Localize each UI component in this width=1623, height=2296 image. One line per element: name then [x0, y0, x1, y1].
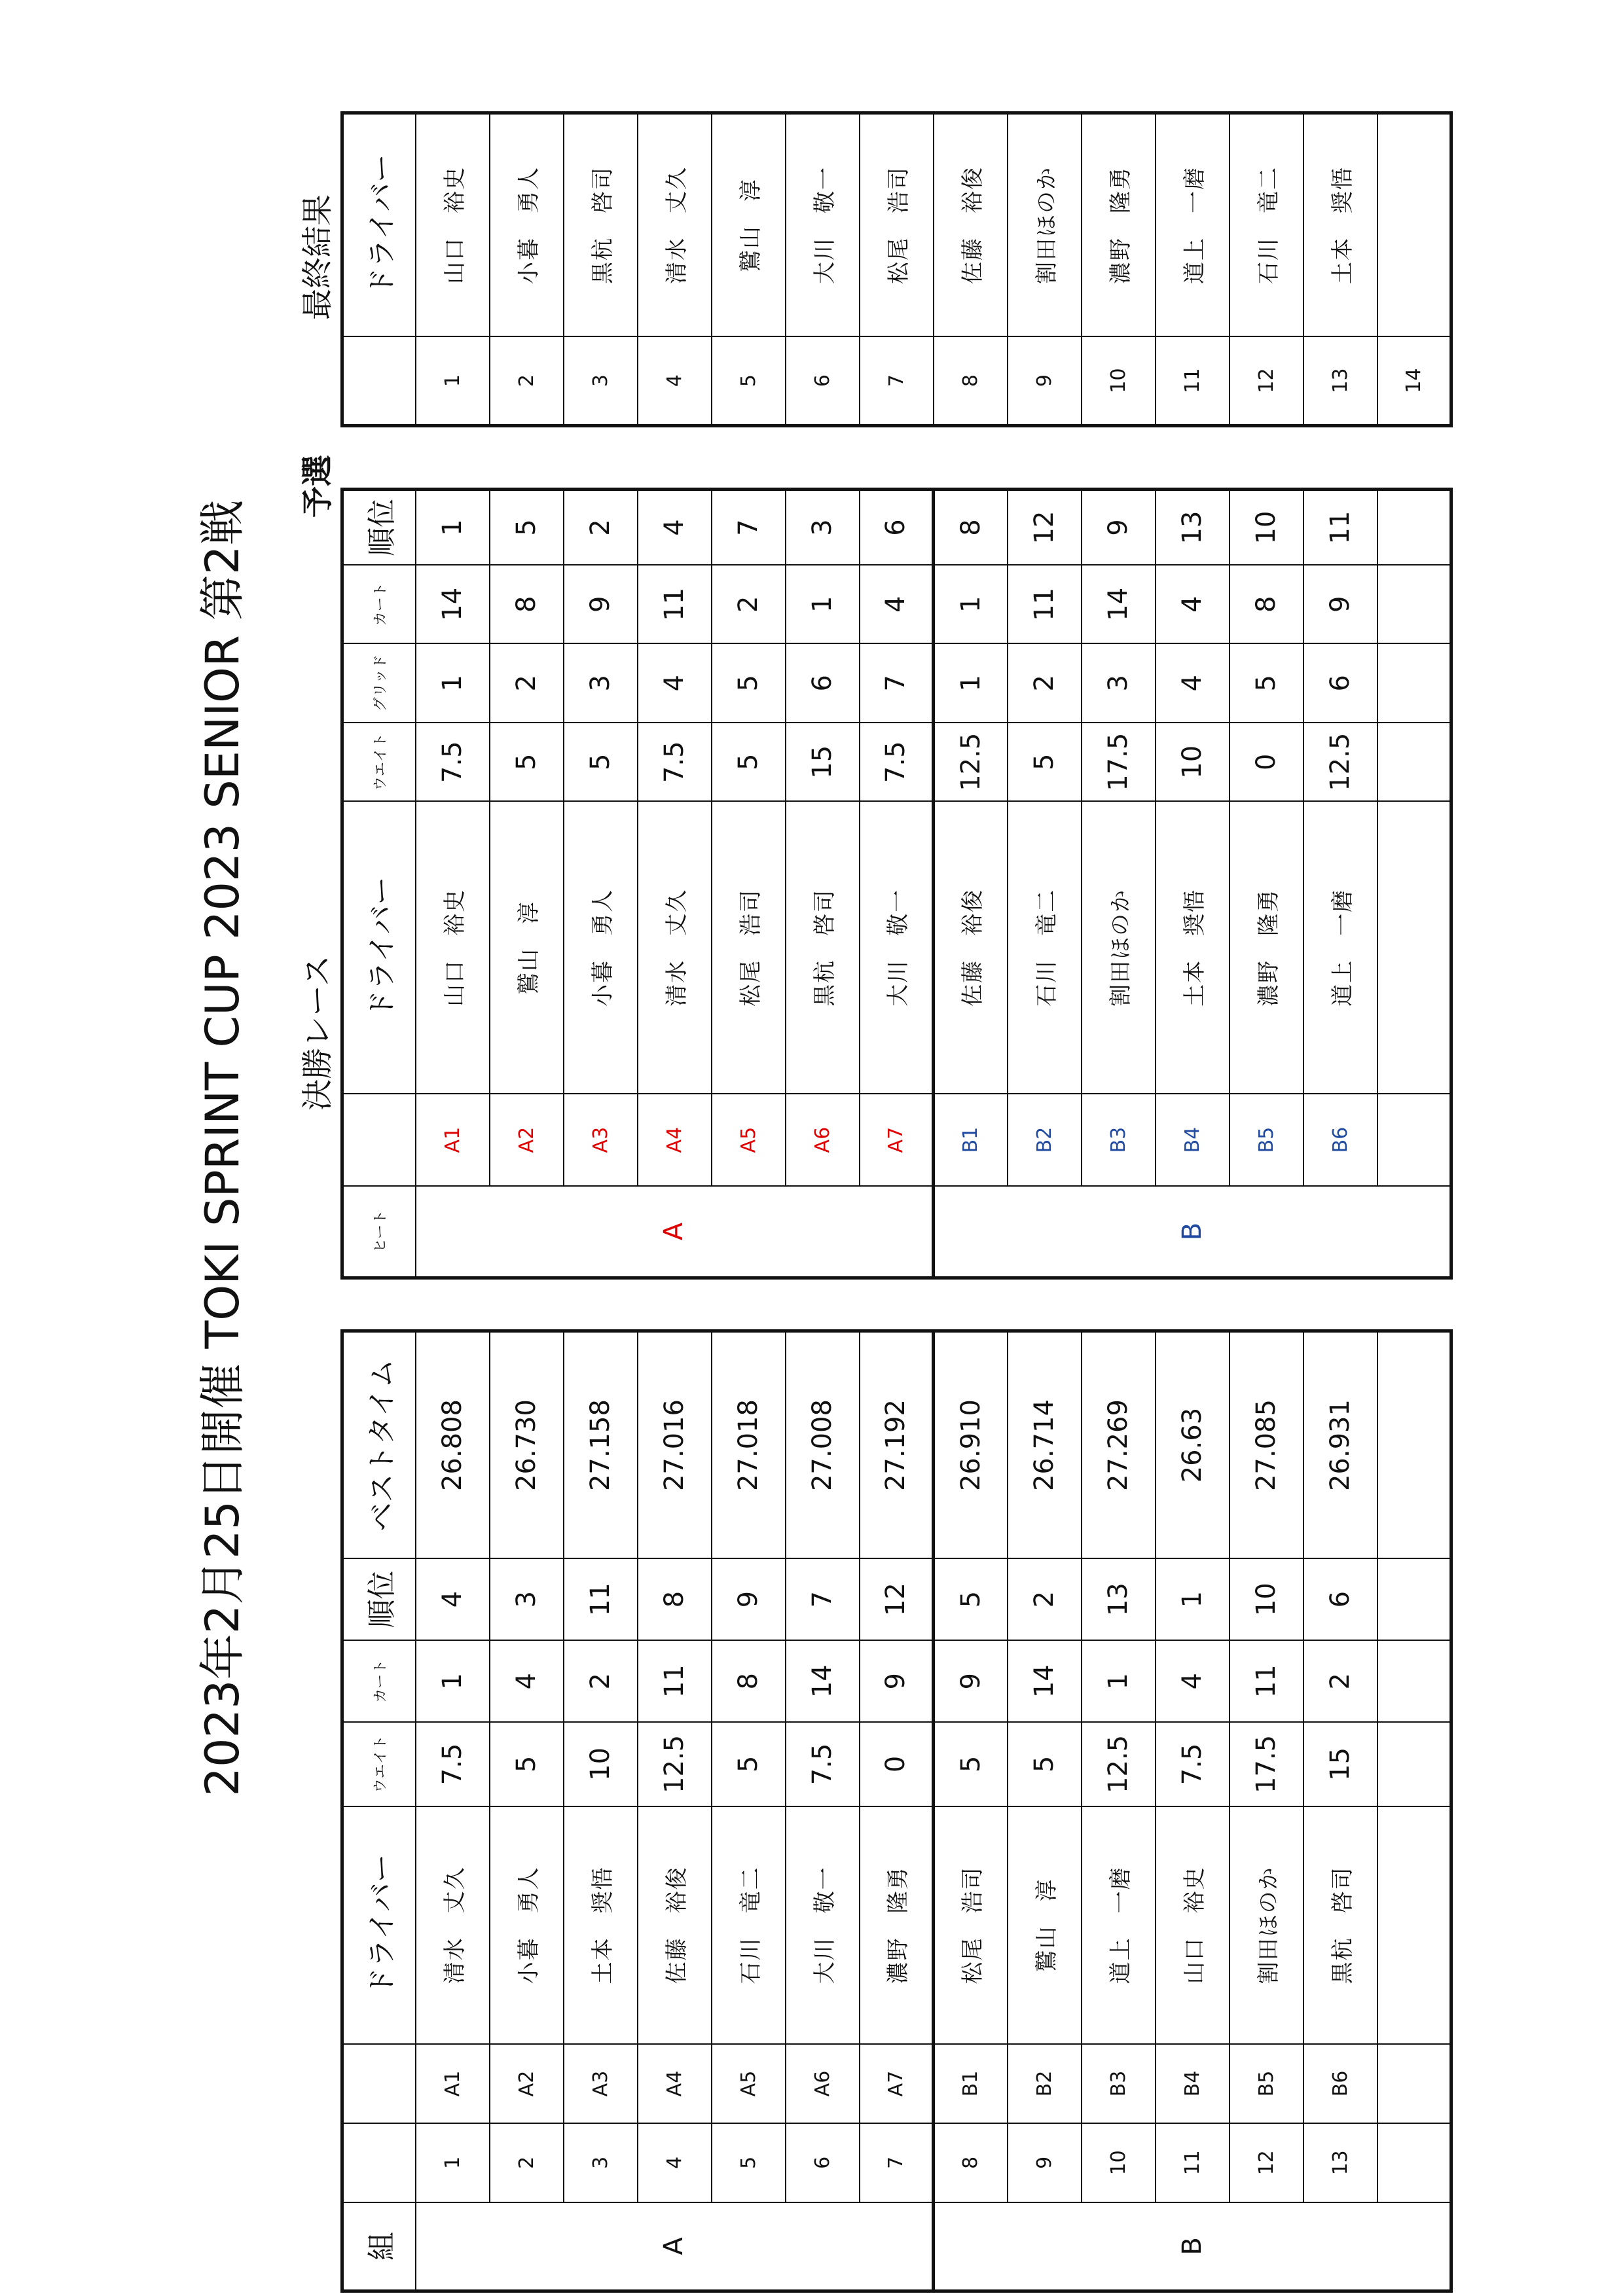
weight: 17.5	[1230, 1722, 1304, 1806]
table-row	[1304, 1331, 1377, 2291]
header-driver: ドライバー	[342, 1806, 416, 2045]
driver-name	[1377, 113, 1451, 337]
grid: 5	[712, 644, 786, 723]
table-row	[638, 490, 712, 1278]
kart: 11	[638, 565, 712, 644]
start-code: B3	[1082, 1094, 1156, 1186]
header-weight: ウエイト	[342, 723, 416, 802]
position: 1	[416, 336, 490, 425]
grid: 5	[1230, 644, 1304, 723]
table-row	[1082, 490, 1156, 1278]
driver-name: 小暮 勇人	[490, 1806, 564, 2045]
start-code: A5	[712, 1094, 786, 1186]
weight: 5	[712, 1722, 786, 1806]
driver-code: A4	[638, 2044, 712, 2123]
qualifying-table	[340, 1329, 1453, 2293]
best-time: 27.016	[638, 1331, 712, 1559]
grid: 6	[1304, 644, 1377, 723]
driver-name: 鷲山 淳	[712, 113, 786, 337]
table-row	[564, 490, 638, 1278]
driver-name: 濃野 隆勇	[860, 1806, 934, 2045]
rank: 5	[490, 490, 564, 565]
kart: 11	[1230, 1640, 1304, 1722]
best-time: 26.931	[1304, 1331, 1377, 1559]
table-row	[712, 1331, 786, 2291]
weight: 0	[860, 1722, 934, 1806]
driver-code: B2	[1008, 2044, 1082, 2123]
start-code: B2	[1008, 1094, 1082, 1186]
weight: 5	[712, 723, 786, 802]
table-row	[564, 1331, 638, 2291]
table-row	[638, 1331, 712, 2291]
rank: 6	[1304, 1558, 1377, 1640]
driver-name: 鷲山 淳	[1008, 1806, 1082, 2045]
header-code	[342, 1094, 416, 1186]
driver-name: 松尾 浩司	[934, 1806, 1008, 2045]
rank: 8	[934, 490, 1008, 565]
table-row	[712, 113, 786, 426]
header-rank: 順位	[342, 1558, 416, 1640]
best-time: 27.018	[712, 1331, 786, 1559]
header-heat: ヒート	[342, 1186, 416, 1278]
best-time: 27.192	[860, 1331, 934, 1559]
table-row	[1230, 490, 1304, 1278]
kart	[1377, 1640, 1451, 1722]
position: 13	[1304, 336, 1377, 425]
table-row	[1082, 1331, 1156, 2291]
position: 4	[638, 336, 712, 425]
rank: 4	[638, 490, 712, 565]
weight: 10	[564, 1722, 638, 1806]
heat-label: B	[934, 1186, 1451, 1278]
driver-name: 石川 竜二	[712, 1806, 786, 2045]
driver-name: 土本 奨悟	[564, 1806, 638, 2045]
table-row	[860, 113, 934, 426]
kart: 8	[490, 565, 564, 644]
position: 12	[1230, 336, 1304, 425]
driver-code: A3	[564, 2044, 638, 2123]
position: 7	[860, 336, 934, 425]
table-row	[1377, 490, 1451, 1278]
row-number: 10	[1082, 2123, 1156, 2202]
driver-name: 道上 一磨	[1082, 1806, 1156, 2045]
table-row	[1377, 113, 1451, 426]
header-driver: ドライバー	[342, 113, 416, 337]
weight: 5	[934, 1722, 1008, 1806]
grid: 2	[1008, 644, 1082, 723]
kart: 14	[1082, 565, 1156, 644]
table-row	[1156, 113, 1230, 426]
driver-code: B6	[1304, 2044, 1377, 2123]
driver-name: 佐藤 裕俊	[638, 1806, 712, 2045]
driver-name: 松尾 浩司	[712, 802, 786, 1094]
rank: 7	[786, 1558, 860, 1640]
kart: 2	[712, 565, 786, 644]
driver-code: B5	[1230, 2044, 1304, 2123]
rank: 6	[860, 490, 934, 565]
kart	[1377, 565, 1451, 644]
weight: 12.5	[1082, 1722, 1156, 1806]
driver-name: 濃野 隆勇	[1230, 802, 1304, 1094]
position: 10	[1082, 336, 1156, 425]
final-result-title: 最終結果	[299, 194, 336, 321]
driver-code: B4	[1156, 2044, 1230, 2123]
best-time: 26.714	[1008, 1331, 1082, 1559]
table-row	[1008, 113, 1082, 426]
start-code: A7	[860, 1094, 934, 1186]
driver-name: 黒杭 啓司	[564, 113, 638, 337]
rank: 8	[638, 1558, 712, 1640]
driver-name: 割田ほのか	[1082, 802, 1156, 1094]
driver-code: A6	[786, 2044, 860, 2123]
table-row	[786, 113, 860, 426]
rank: 10	[1230, 1558, 1304, 1640]
driver-name: 土本 奨悟	[1304, 113, 1377, 337]
best-time: 26.808	[416, 1331, 490, 1559]
kart: 9	[860, 1640, 934, 1722]
grid: 3	[564, 644, 638, 723]
position: 8	[934, 336, 1008, 425]
table-row	[490, 113, 564, 426]
rank: 9	[1082, 490, 1156, 565]
final-result-table	[340, 111, 1453, 427]
rank: 9	[712, 1558, 786, 1640]
final-race-title: 決勝レース	[299, 955, 336, 1111]
table-row	[1008, 1331, 1082, 2291]
rank: 5	[934, 1558, 1008, 1640]
rank: 12	[860, 1558, 934, 1640]
row-number: 4	[638, 2123, 712, 2202]
final-race-table	[340, 488, 1453, 1280]
driver-name: 割田ほのか	[1230, 1806, 1304, 2045]
table-row	[490, 1331, 564, 2291]
position: 14	[1377, 336, 1451, 425]
table-row	[416, 1331, 490, 2291]
table-row	[786, 1331, 860, 2291]
group-label: A	[416, 2202, 934, 2291]
driver-name: 道上 一磨	[1304, 802, 1377, 1094]
header-driver: ドライバー	[342, 802, 416, 1094]
driver-name: 黒杭 啓司	[786, 802, 860, 1094]
kart: 11	[638, 1640, 712, 1722]
weight: 5	[1008, 723, 1082, 802]
kart: 9	[934, 1640, 1008, 1722]
rank: 2	[564, 490, 638, 565]
driver-name: 大川 敬一	[860, 802, 934, 1094]
weight	[1377, 723, 1451, 802]
rank: 13	[1082, 1558, 1156, 1640]
table-row	[712, 490, 786, 1278]
driver-name: 黒杭 啓司	[1304, 1806, 1377, 2045]
weight: 5	[564, 723, 638, 802]
weight: 12.5	[934, 723, 1008, 802]
driver-name: 清水 丈久	[638, 802, 712, 1094]
weight	[1377, 1722, 1451, 1806]
page-title: 2023年2月25日開催 TOKI SPRINT CUP 2023 SENIOR 第2戦	[196, 499, 249, 1797]
kart: 4	[1156, 565, 1230, 644]
start-code	[1377, 1094, 1451, 1186]
row-number: 13	[1304, 2123, 1377, 2202]
weight: 0	[1230, 723, 1304, 802]
rank: 3	[490, 1558, 564, 1640]
driver-name: 大川 敬一	[786, 113, 860, 337]
header-code	[342, 2044, 416, 2123]
header-no	[342, 2123, 416, 2202]
start-code: B1	[934, 1094, 1008, 1186]
table-row	[786, 490, 860, 1278]
rank: 13	[1156, 490, 1230, 565]
driver-name: 山口 裕史	[416, 802, 490, 1094]
kart: 8	[1230, 565, 1304, 644]
kart: 2	[564, 1640, 638, 1722]
driver-name: 割田ほのか	[1008, 113, 1082, 337]
driver-name: 佐藤 裕俊	[934, 113, 1008, 337]
row-number: 3	[564, 2123, 638, 2202]
position: 5	[712, 336, 786, 425]
row-number: 2	[490, 2123, 564, 2202]
driver-name: 石川 竜二	[1008, 802, 1082, 1094]
header-best-time: ベストタイム	[342, 1331, 416, 1559]
grid	[1377, 644, 1451, 723]
driver-code: B1	[934, 2044, 1008, 2123]
driver-name: 鷲山 淳	[490, 802, 564, 1094]
table-row	[934, 490, 1008, 1278]
kart: 14	[416, 565, 490, 644]
weight: 7.5	[638, 723, 712, 802]
row-number: 12	[1230, 2123, 1304, 2202]
table-row	[564, 113, 638, 426]
driver-code: A1	[416, 2044, 490, 2123]
table-row	[934, 113, 1008, 426]
weight: 7.5	[416, 723, 490, 802]
driver-code: A7	[860, 2044, 934, 2123]
row-number	[1377, 2123, 1451, 2202]
row-number: 8	[934, 2123, 1008, 2202]
kart: 14	[1008, 1640, 1082, 1722]
header-group: 組	[342, 2202, 416, 2291]
position: 6	[786, 336, 860, 425]
best-time: 26.730	[490, 1331, 564, 1559]
best-time	[1377, 1331, 1451, 1559]
rank: 1	[416, 490, 490, 565]
start-code: A4	[638, 1094, 712, 1186]
driver-name: 石川 竜二	[1230, 113, 1304, 337]
rank: 7	[712, 490, 786, 565]
driver-name: 清水 丈久	[416, 1806, 490, 2045]
table-row	[1304, 490, 1377, 1278]
rank	[1377, 1558, 1451, 1640]
weight: 15	[786, 723, 860, 802]
header-grid: グリッド	[342, 644, 416, 723]
table-row	[416, 113, 490, 426]
row-number: 7	[860, 2123, 934, 2202]
rank	[1377, 490, 1451, 565]
driver-name: 小暮 勇人	[490, 113, 564, 337]
start-code: B4	[1156, 1094, 1230, 1186]
weight: 10	[1156, 723, 1230, 802]
table-row	[1230, 1331, 1304, 2291]
table-row	[1156, 490, 1230, 1278]
rank: 10	[1230, 490, 1304, 565]
weight: 7.5	[860, 723, 934, 802]
table-row	[1008, 490, 1082, 1278]
row-number: 9	[1008, 2123, 1082, 2202]
qualifying-title: 予選	[299, 455, 336, 518]
final-race-header-row	[342, 490, 416, 1278]
driver-name: 土本 奨悟	[1156, 802, 1230, 1094]
start-code: A6	[786, 1094, 860, 1186]
weight: 17.5	[1082, 723, 1156, 802]
grid: 7	[860, 644, 934, 723]
header-weight: ウエイト	[342, 1722, 416, 1806]
table-row	[1082, 113, 1156, 426]
kart: 1	[1082, 1640, 1156, 1722]
driver-code	[1377, 2044, 1451, 2123]
header-position	[342, 336, 416, 425]
table-row	[860, 490, 934, 1278]
position: 11	[1156, 336, 1230, 425]
grid: 4	[1156, 644, 1230, 723]
kart: 4	[490, 1640, 564, 1722]
weight: 7.5	[1156, 1722, 1230, 1806]
kart: 11	[1008, 565, 1082, 644]
position: 3	[564, 336, 638, 425]
best-time: 27.008	[786, 1331, 860, 1559]
start-code: A3	[564, 1094, 638, 1186]
table-row	[490, 490, 564, 1278]
driver-name: 小暮 勇人	[564, 802, 638, 1094]
weight: 5	[490, 723, 564, 802]
driver-name	[1377, 1806, 1451, 2045]
driver-name: 山口 裕史	[1156, 1806, 1230, 2045]
grid: 6	[786, 644, 860, 723]
row-number: 1	[416, 2123, 490, 2202]
table-row	[1304, 113, 1377, 426]
kart: 2	[1304, 1640, 1377, 1722]
start-code: A2	[490, 1094, 564, 1186]
weight: 7.5	[416, 1722, 490, 1806]
rank: 2	[1008, 1558, 1082, 1640]
rank: 3	[786, 490, 860, 565]
position: 2	[490, 336, 564, 425]
table-row	[416, 490, 490, 1278]
group-label: B	[934, 2202, 1451, 2291]
weight: 12.5	[638, 1722, 712, 1806]
row-number: 11	[1156, 2123, 1230, 2202]
driver-code: B3	[1082, 2044, 1156, 2123]
start-code: B6	[1304, 1094, 1377, 1186]
final-result-header-row	[342, 113, 416, 426]
best-time: 27.085	[1230, 1331, 1304, 1559]
kart: 1	[416, 1640, 490, 1722]
grid: 1	[934, 644, 1008, 723]
kart: 4	[860, 565, 934, 644]
kart: 9	[564, 565, 638, 644]
driver-name: 道上 一磨	[1156, 113, 1230, 337]
driver-name: 清水 丈久	[638, 113, 712, 337]
rank: 11	[564, 1558, 638, 1640]
start-code: B5	[1230, 1094, 1304, 1186]
weight: 7.5	[786, 1722, 860, 1806]
driver-name	[1377, 802, 1451, 1094]
row-number: 6	[786, 2123, 860, 2202]
kart: 9	[1304, 565, 1377, 644]
rank: 12	[1008, 490, 1082, 565]
driver-name: 濃野 隆勇	[1082, 113, 1156, 337]
table-row	[1230, 113, 1304, 426]
kart: 4	[1156, 1640, 1230, 1722]
driver-name: 大川 敬一	[786, 1806, 860, 2045]
best-time: 26.910	[934, 1331, 1008, 1559]
weight: 5	[1008, 1722, 1082, 1806]
heat-label: A	[416, 1186, 934, 1278]
table-row	[1156, 1331, 1230, 2291]
qualifying-header-row	[342, 1331, 416, 2291]
driver-name: 山口 裕史	[416, 113, 490, 337]
kart: 1	[786, 565, 860, 644]
grid: 3	[1082, 644, 1156, 723]
driver-code: A5	[712, 2044, 786, 2123]
weight: 15	[1304, 1722, 1377, 1806]
driver-name: 松尾 浩司	[860, 113, 934, 337]
table-row	[860, 1331, 934, 2291]
best-time: 27.269	[1082, 1331, 1156, 1559]
header-rank: 順位	[342, 490, 416, 565]
driver-name: 佐藤 裕俊	[934, 802, 1008, 1094]
rank: 4	[416, 1558, 490, 1640]
weight: 12.5	[1304, 723, 1377, 802]
kart: 8	[712, 1640, 786, 1722]
table-row	[1377, 1331, 1451, 2291]
row-number: 5	[712, 2123, 786, 2202]
rank: 11	[1304, 490, 1377, 565]
header-kart: カート	[342, 1640, 416, 1722]
grid: 1	[416, 644, 490, 723]
start-code: A1	[416, 1094, 490, 1186]
grid: 4	[638, 644, 712, 723]
rank: 1	[1156, 1558, 1230, 1640]
driver-code: A2	[490, 2044, 564, 2123]
position: 9	[1008, 336, 1082, 425]
header-kart: カート	[342, 565, 416, 644]
grid: 2	[490, 644, 564, 723]
kart: 14	[786, 1640, 860, 1722]
best-time: 26.63	[1156, 1331, 1230, 1559]
table-row	[934, 1331, 1008, 2291]
best-time: 27.158	[564, 1331, 638, 1559]
kart: 1	[934, 565, 1008, 644]
table-row	[638, 113, 712, 426]
weight: 5	[490, 1722, 564, 1806]
